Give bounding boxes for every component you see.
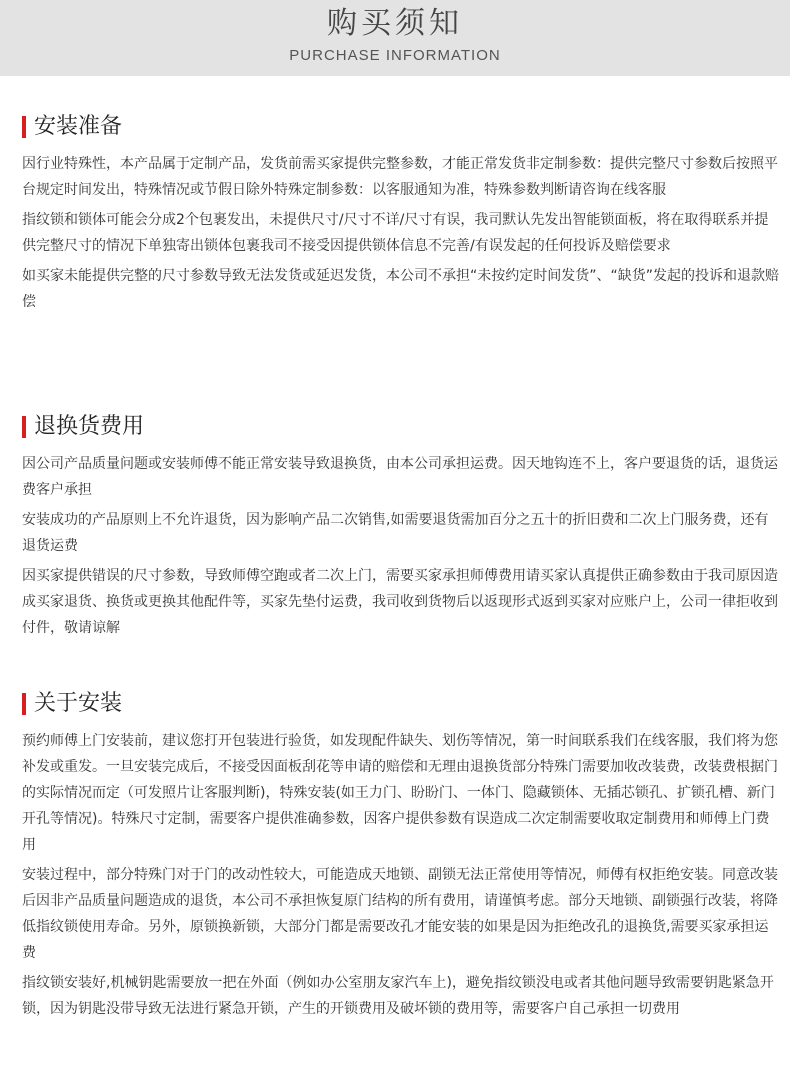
section-heading — [22, 690, 782, 718]
paragraph: 预约师傅上门安装前，建议您打开包装进行验货，如发现配件缺失、划伤等情况，第一时间联系我们在线客服，我们将为您补发或重发。一旦安装完成后，不接受因面板刮花等申请的赔偿和无理由退换货部分特殊门需要加收改装费，改装费根据门的实际情况而定（可发照片让客服判断)，特殊安装(如王力门、盼盼门、一体门、隐藏锁体、无插芯锁孔、扩锁孔槽、新门开孔等情况)。特殊尺寸定制，需要客户提供准确参数，因客户提供参数有误造成二次定制需要收取定制费用和师傅上门费用 — [22, 733, 778, 853]
paragraph: 因行业特殊性，本产品属于定制产品，发货前需买家提供完整参数，才能正常发货非定制参数：提供完整尺寸参数后按照平台规定时间发出，特殊情况或节假日除外特殊定制参数：以客服通知为准，特殊参数判断请咨询在线客服 — [22, 156, 778, 198]
section-title: 安装准备 — [34, 114, 123, 139]
paragraph: 安装成功的产品原则上不允许退货，因为影响产品二次销售,如需要退货需加百分之五十的折旧费和二次上门服务费，还有退货运费 — [22, 512, 769, 554]
section-title: 退换货费用 — [34, 414, 145, 439]
paragraph: 因公司产品质量问题或安装师傅不能正常安装导致退换货，由本公司承担运费。因天地钩连不上，客户要退货的话，退货运费客户承担 — [22, 456, 778, 498]
section-title: 关于安装 — [34, 691, 123, 716]
red-accent-bar — [22, 416, 26, 438]
paragraph: 指纹锁和锁体可能会分成2个包裹发出，未提供尺寸/尺寸不详/尺寸有误，我司默认先发出智能锁面板，将在取得联系并提供完整尺寸的情况下单独寄出锁体包裹我司不接受因提供锁体信息不完善/有误发起的任何投诉及赔偿要求 — [22, 212, 769, 254]
section-install-preparation — [22, 113, 782, 315]
page-header — [0, 0, 790, 76]
page-subtitle: PURCHASE INFORMATION — [289, 47, 501, 64]
paragraph: 如买家未能提供完整的尺寸参数导致无法发货或延迟发货，本公司不承担“未按约定时间发货”、“缺货”发起的投诉和退款赔偿 — [22, 268, 780, 310]
section-return-fees — [22, 413, 782, 641]
section-heading — [22, 413, 782, 441]
red-accent-bar — [22, 693, 26, 715]
section-about-installation — [22, 690, 782, 1022]
paragraph: 安装过程中，部分特殊门对于门的改动性较大，可能造成天地锁、副锁无法正常使用等情况，师傅有权拒绝安装。同意改装后因非产品质量问题造成的退货，本公司不承担恢复原门结构的所有费用，请谨慎考虑。部分天地锁、副锁强行改装，将降低指纹锁使用寿命。另外，原锁换新锁，大部分门都是需要改孔才能安装的如果是因为拒绝改孔的退换货,需要买家承担运费 — [22, 867, 778, 961]
paragraph: 指纹锁安装好,机械钥匙需要放一把在外面（例如办公室朋友家汽车上)，避免指纹锁没电或者其他问题导致需要钥匙紧急开锁，因为钥匙没带导致无法进行紧急开锁，产生的开锁费用及破坏锁的费用等，需要客户自己承担一切费用 — [22, 975, 774, 1017]
paragraph: 因买家提供错误的尺寸参数，导致师傅空跑或者二次上门，需要买家承担师傅费用请买家认真提供正确参数由于我司原因造成买家退货、换货或更换其他配件等，买家先垫付运费，我司收到货物后以返现形式返到买家对应账户上，公司一律拒收到付件，敬请谅解 — [22, 568, 778, 636]
page-title: 购买须知 — [327, 6, 463, 41]
red-accent-bar — [22, 116, 26, 138]
section-heading — [22, 113, 782, 141]
